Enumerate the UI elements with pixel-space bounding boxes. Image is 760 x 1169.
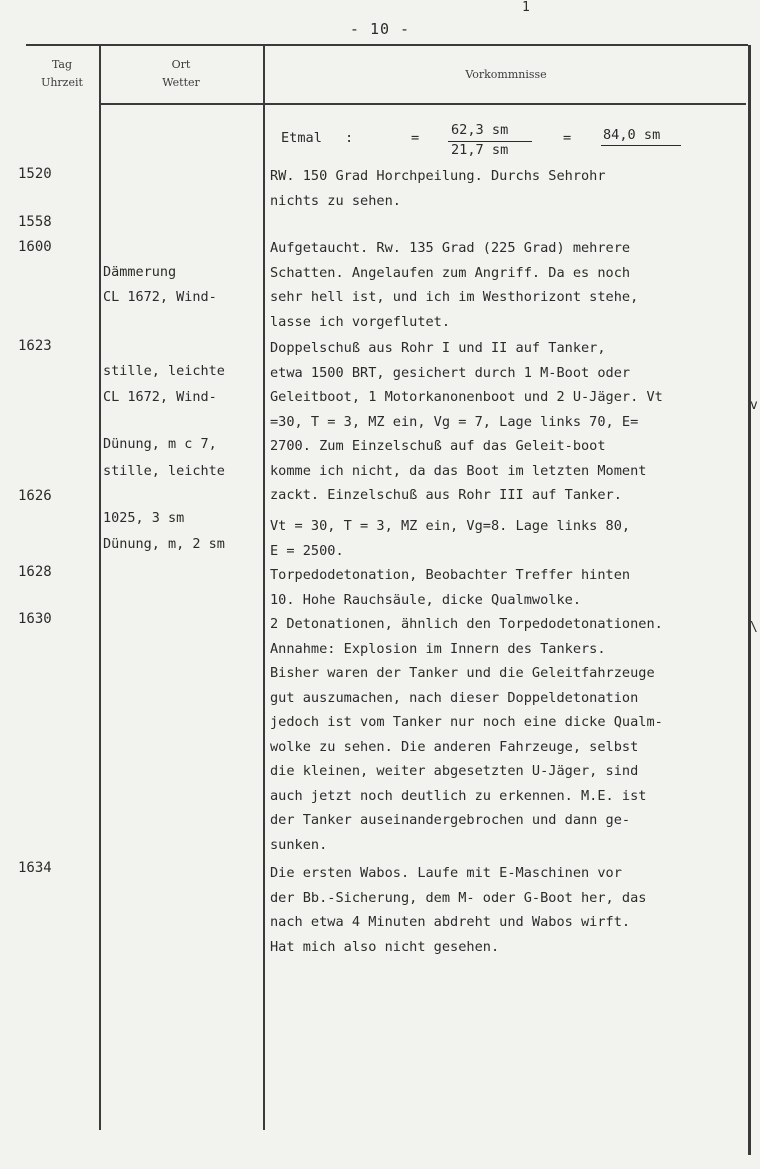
column-divider-place — [263, 45, 265, 1130]
place-1623: CL 1672, Wind- stille, leichte Dünung, m, 2 sm — [103, 389, 225, 552]
header-time-column: Tag Uhrzeit — [41, 58, 83, 89]
time-1600: 1600 — [18, 239, 52, 255]
entry-1626: Vt = 30, T = 3, MZ ein, Vg=8. Lage links 80, E = 2500. — [270, 518, 631, 559]
time-1628: 1628 — [18, 564, 52, 580]
result-underline — [601, 145, 681, 146]
header-bottom-rule — [100, 103, 746, 105]
page-right-edge-rule — [748, 45, 751, 1155]
page-number: - 10 - — [349, 20, 411, 38]
etmal-calculation: Etmal : = 62,3 sm 21,7 sm = 84,0 sm — [281, 122, 741, 162]
top-mark: 1 — [522, 0, 530, 15]
margin-mark: v — [750, 398, 758, 413]
entry-1600: Aufgetaucht. Rw. 135 Grad (225 Grad) mehrere Schatten. Angelaufen zum Angriff. Da es noch sehr hell ist, und ich im Westhorizont stehe, lasse ich vorgeflutet. — [270, 240, 639, 330]
entry-1623: Doppelschuß aus Rohr I und II auf Tanker, etwa 1500 BRT, gesichert durch 1 M-Boot oder Geleitboot, 1 Motorkanonenboot und 2 U-Jäger. Vt =30, T = 3, MZ ein, Vg = 7, Lage links 70, E= 2700. Zum Einzelschuß auf das Geleit-boot komme ich nicht, da das Boot im letzten Moment zackt. Einzelschuß aus Rohr III auf Tanker. — [270, 340, 663, 503]
entry-1630: 2 Detonationen, ähnlich den Torpedodetonationen. Annahme: Explosion im Innern des Tankers. Bisher waren der Tanker und die Geleitfahrzeuge gut auszumachen, nach dieser Doppeldetonation jedoch ist vom Tanker nur noch eine dicke Qualm- wolke zu sehen. Die anderen Fahrzeuge, selbst die kleinen, weiter abgesetzten U-Jäger, sind auch jetzt noch deutlich zu erkennen. M.E. ist der Tanker auseinandergebrochen und dann ge- sunken. — [270, 616, 663, 853]
etmal-numerator: 62,3 sm — [451, 122, 509, 138]
entry-1628: Torpedodetonation, Beobachter Treffer hinten 10. Hohe Rauchsäule, dicke Qualmwolke. — [270, 567, 631, 608]
time-1630: 1630 — [18, 611, 52, 627]
etmal-label: Etmal — [281, 130, 322, 146]
table-top-rule — [26, 44, 748, 46]
entry-1520: RW. 150 Grad Horchpeilung. Durchs Sehrohr nichts zu sehen. — [270, 168, 606, 209]
place-1558: Dämmerung — [103, 264, 177, 280]
place-1600: CL 1672, Wind- stille, leichte Dünung, m c 7, 1025, 3 sm — [103, 289, 225, 526]
column-divider-time — [99, 45, 101, 1130]
header-events-column: Vorkommnisse — [465, 68, 547, 81]
etmal-result: 84,0 sm — [603, 127, 661, 143]
time-1558: 1558 — [18, 214, 52, 230]
time-1623: 1623 — [18, 338, 52, 354]
header-place-column: Ort Wetter — [162, 58, 200, 89]
time-1626: 1626 — [18, 488, 52, 504]
etmal-denominator: 21,7 sm — [451, 142, 509, 158]
entry-1634: Die ersten Wabos. Laufe mit E-Maschinen vor der Bb.-Sicherung, dem M- oder G-Boot her, das nach etwa 4 Minuten abdreht und Wabos wirft. Hat mich also nicht gesehen. — [270, 865, 647, 955]
margin-mark: \ — [750, 620, 758, 635]
time-1634: 1634 — [18, 860, 52, 876]
time-1520: 1520 — [18, 166, 52, 182]
